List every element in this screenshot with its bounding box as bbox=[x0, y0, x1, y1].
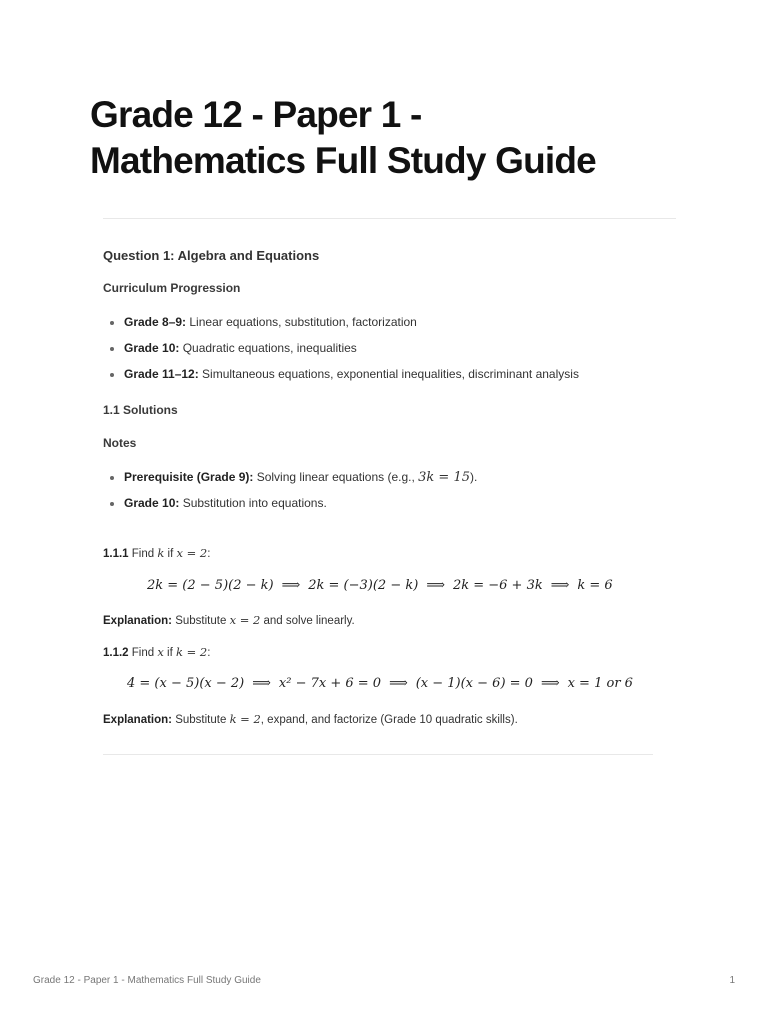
list-item bbox=[103, 315, 579, 341]
question-text: Find bbox=[128, 647, 158, 659]
question-1-1-2 bbox=[103, 645, 210, 659]
question-1-1-1 bbox=[103, 546, 210, 560]
equation-1-1-2 bbox=[127, 676, 633, 691]
note-label: Prerequisite (Grade 9): bbox=[124, 470, 254, 484]
equation-1-1-1 bbox=[147, 578, 613, 593]
page-title bbox=[90, 92, 710, 184]
question-variable: k bbox=[157, 546, 165, 560]
question-text-if: if bbox=[163, 647, 176, 659]
note-text: Substitution into equations. bbox=[179, 496, 327, 510]
equation-step: x = 1 or 6 bbox=[567, 676, 633, 691]
explanation-text: Substitute bbox=[172, 714, 230, 726]
top-divider bbox=[103, 218, 676, 219]
implies-arrow: ⟹ bbox=[540, 676, 560, 691]
implies-arrow: ⟹ bbox=[389, 676, 408, 691]
question-variable: x bbox=[157, 645, 164, 659]
explanation-math: x = 2 bbox=[229, 613, 261, 627]
progression-text: Simultaneous equations, exponential inequalities, discriminant analysis bbox=[198, 367, 579, 381]
note-text: Solving linear equations (e.g., bbox=[253, 470, 419, 484]
equation-step: 4 = (x − 5)(x − 2) bbox=[127, 676, 245, 691]
progression-list bbox=[103, 315, 579, 393]
notes-heading: Notes bbox=[103, 436, 137, 450]
question-number: 1.1.1 bbox=[103, 548, 129, 560]
question-heading: Question 1: Algebra and Equations bbox=[103, 248, 320, 263]
explanation-text-end: , expand, and factorize (Grade 10 quadratic skills). bbox=[260, 714, 518, 726]
progression-heading: Curriculum Progression bbox=[103, 281, 241, 295]
question-number: 1.1.2 bbox=[103, 647, 129, 659]
notes-list bbox=[103, 470, 477, 522]
question-condition: x = 2 bbox=[176, 546, 208, 560]
explanation-math: k = 2 bbox=[229, 712, 261, 726]
title-line-1: Grade 12 - Paper 1 - bbox=[90, 94, 422, 135]
progression-label: Grade 10: bbox=[124, 341, 180, 355]
progression-text: Linear equations, substitution, factorization bbox=[186, 315, 417, 329]
explanation-text-end: and solve linearly. bbox=[260, 615, 355, 627]
note-text-end: ). bbox=[470, 470, 478, 484]
question-colon: : bbox=[207, 647, 211, 659]
note-label: Grade 10: bbox=[124, 496, 180, 510]
progression-label: Grade 8–9: bbox=[124, 315, 187, 329]
equation-step: x² − 7x + 6 = 0 bbox=[278, 676, 382, 691]
explanation-1-1-1 bbox=[103, 613, 355, 627]
list-item bbox=[103, 496, 477, 522]
note-math: 3k = 15 bbox=[418, 470, 470, 485]
list-item bbox=[103, 470, 477, 496]
equation-step: 2k = (−3)(2 − k) bbox=[308, 578, 419, 593]
footer-page-number: 1 bbox=[729, 975, 735, 986]
question-text-if: if bbox=[164, 548, 177, 560]
implies-arrow: ⟹ bbox=[550, 578, 570, 593]
list-item bbox=[103, 367, 579, 393]
bottom-divider bbox=[103, 754, 653, 755]
equation-step: 2k = −6 + 3k bbox=[452, 578, 543, 593]
explanation-label: Explanation: bbox=[103, 615, 173, 627]
title-line-2: Mathematics Full Study Guide bbox=[90, 140, 596, 181]
question-condition: k = 2 bbox=[175, 645, 208, 659]
footer-document-title: Grade 12 - Paper 1 - Mathematics Full Study Guide bbox=[33, 975, 261, 986]
question-text: Find bbox=[128, 548, 158, 560]
equation-step: (x − 1)(x − 6) = 0 bbox=[415, 676, 533, 691]
progression-label: Grade 11–12: bbox=[124, 367, 199, 381]
solutions-heading: 1.1 Solutions bbox=[103, 403, 178, 417]
explanation-label: Explanation: bbox=[103, 714, 173, 726]
question-colon: : bbox=[207, 548, 211, 560]
implies-arrow: ⟹ bbox=[281, 578, 301, 593]
implies-arrow: ⟹ bbox=[252, 676, 271, 691]
explanation-1-1-2 bbox=[103, 712, 518, 726]
explanation-text: Substitute bbox=[172, 615, 230, 627]
equation-step: k = 6 bbox=[577, 578, 613, 593]
implies-arrow: ⟹ bbox=[426, 578, 445, 593]
equation-step: 2k = (2 − 5)(2 − k) bbox=[147, 578, 274, 593]
list-item bbox=[103, 341, 579, 367]
progression-text: Quadratic equations, inequalities bbox=[179, 341, 357, 355]
